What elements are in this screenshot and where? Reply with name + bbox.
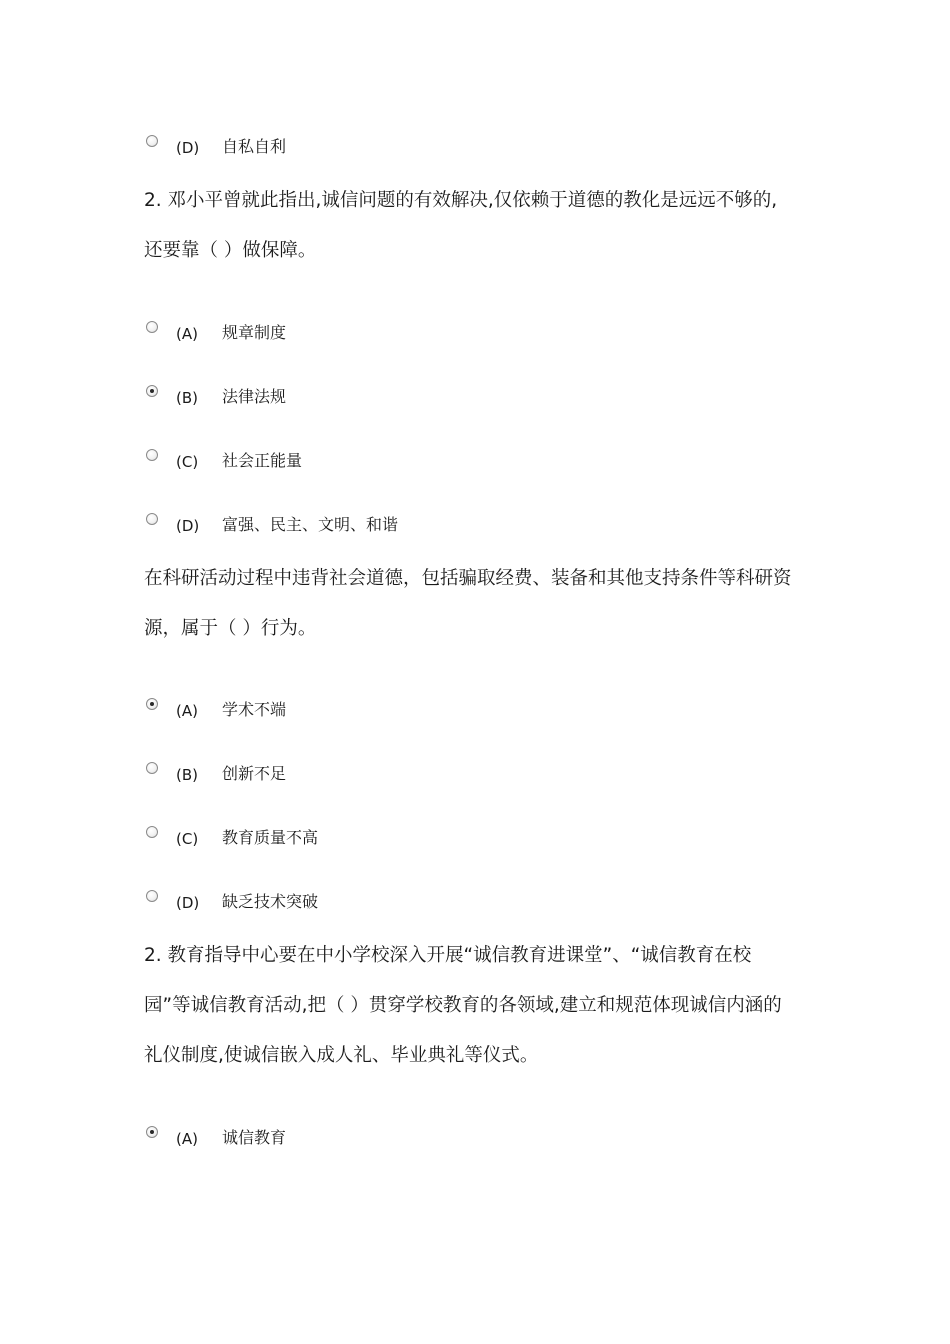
radio-button[interactable] xyxy=(146,826,158,838)
option-d[interactable] xyxy=(146,512,806,536)
option-text: 自私自利 xyxy=(222,137,287,156)
option-text: 规章制度 xyxy=(222,323,287,342)
option-text: 缺乏技术突破 xyxy=(222,892,319,911)
option-a[interactable] xyxy=(146,320,806,344)
option-a[interactable] xyxy=(146,1125,806,1149)
option-c[interactable] xyxy=(146,448,806,472)
option-letter: (A) xyxy=(176,702,198,720)
question-line: 2. 教育指导中心要在中小学校深入开展“诚信教育进课堂”、“诚信教育在校 xyxy=(144,945,752,966)
question-text xyxy=(144,176,824,276)
question-line: 礼仪制度,使诚信嵌入成人礼、毕业典礼等仪式。 xyxy=(144,1045,539,1066)
option-letter: (C) xyxy=(176,453,199,471)
question-text xyxy=(144,554,824,654)
radio-button[interactable] xyxy=(146,449,158,461)
option-letter: (C) xyxy=(176,830,199,848)
radio-button[interactable] xyxy=(146,513,158,525)
radio-button-selected[interactable] xyxy=(146,385,158,397)
question-text xyxy=(144,931,824,1081)
question-line: 还要靠（ ）做保障。 xyxy=(144,240,317,261)
radio-button-selected[interactable] xyxy=(146,698,158,710)
option-letter: (B) xyxy=(176,389,198,407)
option-d[interactable] xyxy=(146,134,806,158)
option-letter: (B) xyxy=(176,766,198,784)
option-text: 学术不端 xyxy=(222,700,287,719)
option-text: 社会正能量 xyxy=(222,451,303,470)
option-text: 教育质量不高 xyxy=(222,828,319,847)
option-d[interactable] xyxy=(146,889,806,913)
option-c[interactable] xyxy=(146,825,806,849)
option-text: 法律法规 xyxy=(222,387,287,406)
option-text: 富强、民主、文明、和谐 xyxy=(222,515,399,534)
question-line: 园”等诚信教育活动,把（ ）贯穿学校教育的各领域,建立和规范体现诚信内涵的 xyxy=(144,995,782,1016)
radio-button-selected[interactable] xyxy=(146,1126,158,1138)
radio-button[interactable] xyxy=(146,890,158,902)
option-letter: (D) xyxy=(176,139,200,157)
option-text: 创新不足 xyxy=(222,764,287,783)
option-text: 诚信教育 xyxy=(222,1128,287,1147)
question-line: 源，属于（ ）行为。 xyxy=(144,618,317,639)
option-a[interactable] xyxy=(146,697,806,721)
radio-button[interactable] xyxy=(146,321,158,333)
option-letter: (A) xyxy=(176,1130,198,1148)
option-letter: (D) xyxy=(176,894,200,912)
question-line: 在科研活动过程中违背社会道德，包括骗取经费、装备和其他支持条件等科研资 xyxy=(144,568,792,589)
option-letter: (A) xyxy=(176,325,198,343)
radio-button[interactable] xyxy=(146,135,158,147)
radio-button[interactable] xyxy=(146,762,158,774)
option-b[interactable] xyxy=(146,761,806,785)
option-b[interactable] xyxy=(146,384,806,408)
option-letter: (D) xyxy=(176,517,200,535)
question-line: 2. 邓小平曾就此指出,诚信问题的有效解决,仅依赖于道德的教化是远远不够的, xyxy=(144,190,778,211)
